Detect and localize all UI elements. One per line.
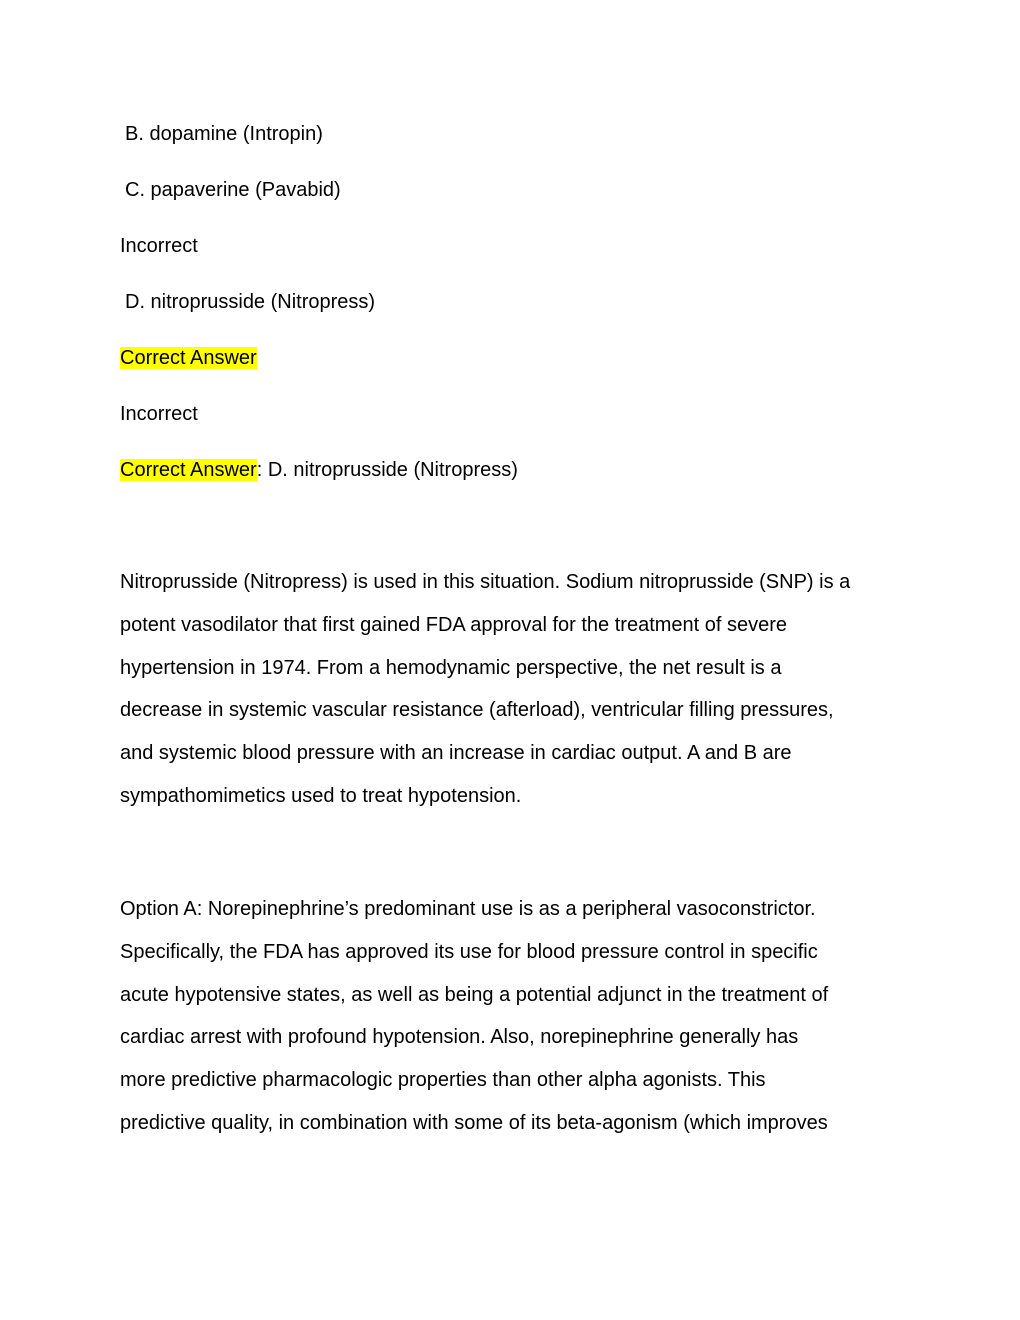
explanation-line: Nitroprusside (Nitropress) is used in this situation. Sodium nitroprusside (SNP) is a <box>120 571 851 593</box>
option-a-line: predictive quality, in combination with some of its beta-agonism (which improves <box>120 1111 828 1134</box>
correct-answer-highlight: Correct Answer <box>120 347 257 369</box>
option-a-line: cardiac arrest with profound hypotension. Also, norepinephrine generally has <box>120 1026 799 1049</box>
option-a-paragraph <box>120 888 910 1145</box>
explanation-line: hypertension in 1974. From a hemodynamic perspective, the net result is a <box>120 656 782 679</box>
option-b-text: B. dopamine (Intropin) <box>125 123 323 145</box>
option-c-text: C. papaverine (Pavabid) <box>125 179 341 201</box>
explanation-line: decrease in systemic vascular resistance (afterload), ventricular filling pressures, <box>120 699 834 722</box>
final-answer-row <box>120 456 518 484</box>
final-answer-highlight: Correct Answer <box>120 459 257 481</box>
option-a-line: more predictive pharmacologic properties than other alpha agonists. This <box>120 1069 766 1092</box>
explanation-line: and systemic blood pressure with an increase in cardiac output. A and B are <box>120 742 792 765</box>
explanation-line: potent vasodilator that first gained FDA approval for the treatment of severe <box>120 613 788 636</box>
explanation-paragraph <box>120 561 910 818</box>
incorrect-label: Incorrect <box>120 235 198 257</box>
option-a-line: acute hypotensive states, as well as being a potential adjunct in the treatment of <box>120 983 829 1006</box>
option-d-text: D. nitroprusside (Nitropress) <box>125 291 376 313</box>
incorrect-label-2: Incorrect <box>120 403 198 425</box>
option-a-line: Option A: Norepinephrine’s predominant use is as a peripheral vasoconstrictor. <box>120 898 816 920</box>
option-a-line: Specifically, the FDA has approved its use for blood pressure control in specific <box>120 940 818 963</box>
correct-answer-row <box>120 344 257 372</box>
final-answer-text: : D. nitroprusside (Nitropress) <box>256 459 518 481</box>
explanation-line: sympathomimetics used to treat hypotension. <box>120 784 522 807</box>
